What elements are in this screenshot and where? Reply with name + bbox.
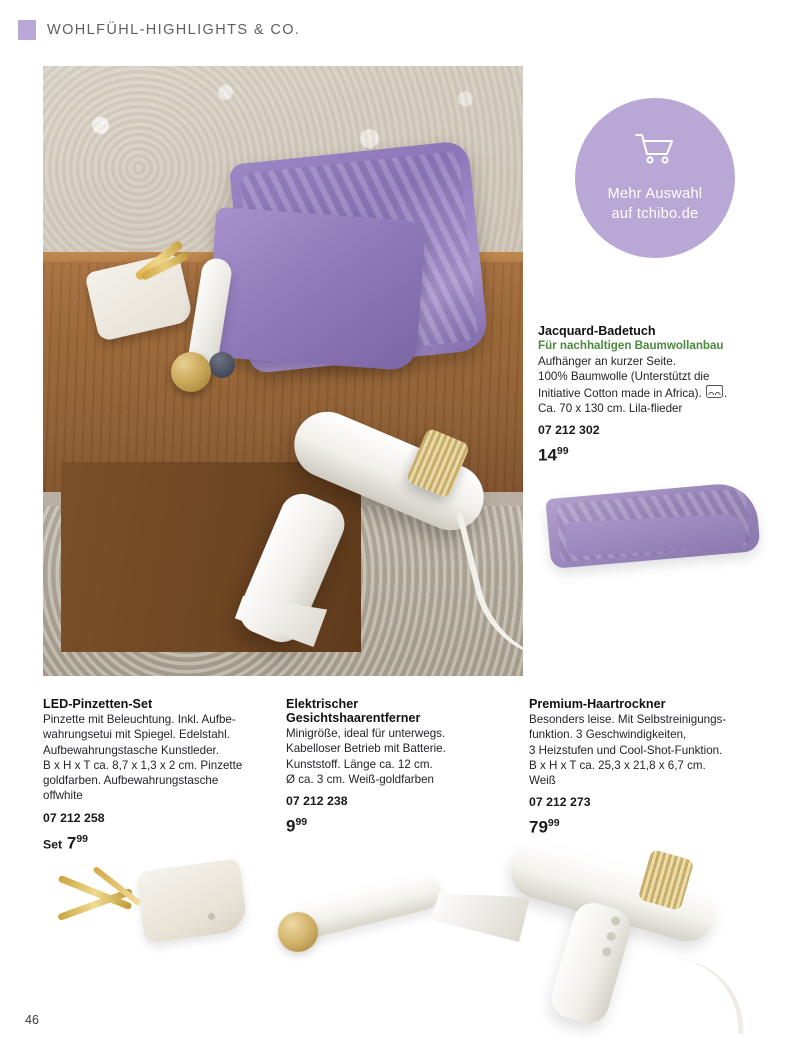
product-desc-line: Minigröße, ideal für unterwegs. bbox=[286, 727, 446, 740]
product-photo-tweezers bbox=[40, 845, 260, 965]
product-desc-line: funktion. 3 Geschwindigkeiten, bbox=[529, 728, 687, 742]
product-code: 07 212 273 bbox=[529, 795, 591, 810]
product-premium-haartrockner bbox=[529, 697, 744, 853]
product-desc-line: Kunststoff. Länge ca. 12 cm. bbox=[286, 757, 433, 771]
page-number: 46 bbox=[25, 1013, 39, 1027]
product-desc-line: Initiative Cotton made in Africa). bbox=[538, 386, 702, 400]
product-desc-line: B x H x T ca. 25,3 x 21,8 x 6,7 cm. bbox=[529, 758, 706, 772]
badge-line-2: auf tchibo.de bbox=[611, 205, 699, 222]
header-mark-icon bbox=[18, 20, 36, 40]
page-header bbox=[18, 20, 300, 40]
product-desc-line: B x H x T ca. 8,7 x 1,3 x 2 cm. Pinzette bbox=[43, 758, 243, 772]
product-eco-note: Für nachhaltigen Baumwollanbau bbox=[538, 339, 724, 352]
product-price-main: 79 bbox=[529, 818, 548, 838]
product-price-cents: 99 bbox=[547, 817, 560, 830]
product-desc-line: Pinzette mit Beleuchtung. Inkl. Aufbe- bbox=[43, 713, 236, 726]
product-title-line-2: Gesichtshaarentferner bbox=[286, 711, 421, 725]
product-desc-line: Ø ca. 3 cm. Weiß-goldfarben bbox=[286, 772, 434, 786]
product-desc-line: Besonders leise. Mit Selbstreinigungs- bbox=[529, 713, 727, 726]
hairdryer-cord-shape bbox=[623, 954, 743, 1042]
product-elektrischer-gesichtshaarentferner bbox=[286, 697, 501, 853]
product-price-main: 14 bbox=[538, 445, 557, 465]
tweezer-pouch-shape bbox=[135, 858, 248, 944]
product-code: 07 212 238 bbox=[286, 794, 348, 809]
product-desc-line: wahrungsetui mit Spiegel. Edelstahl. bbox=[43, 728, 230, 742]
product-desc-line: goldfarben. Aufbewahrungstasche bbox=[43, 774, 219, 788]
photo-towel-lower bbox=[206, 207, 426, 371]
product-desc-line: 100% Baumwolle (Unterstützt die bbox=[538, 370, 710, 384]
page-title: WOHLFÜHL-HIGHLIGHTS & CO. bbox=[47, 22, 301, 38]
product-price-prefix: Set bbox=[43, 837, 63, 852]
hero-product-photo bbox=[43, 66, 523, 676]
product-price bbox=[286, 816, 501, 837]
product-desc-line: 3 Heizstufen und Cool-Shot-Funktion. bbox=[529, 743, 723, 757]
product-price-main: 9 bbox=[286, 816, 296, 836]
product-code: 07 212 302 bbox=[538, 423, 600, 438]
photo-gold-ball bbox=[171, 352, 211, 392]
product-price-cents: 99 bbox=[76, 832, 89, 845]
product-title: Jacquard-Badetuch bbox=[538, 324, 656, 338]
product-desc-line: Kabelloser Betrieb mit Batterie. bbox=[286, 742, 446, 756]
product-price-cents: 99 bbox=[556, 445, 569, 458]
product-jacquard-badetuch: Jacquard-Badetuch Für nachhaltigen Baumwollanbau Aufhänger an kurzer Seite. 100% Baumwolle (Unterstützt die Initiative Cotton made in Africa). . Ca. 70 x 130 cm. Lila-flieder 07 212 302 $14^{99}$ bbox=[538, 324, 770, 466]
product-price-cents: 99 bbox=[295, 816, 308, 829]
product-title: Premium-Haartrockner bbox=[529, 697, 666, 711]
washing-care-icon bbox=[706, 385, 723, 398]
product-desc-line: Weiß bbox=[529, 774, 556, 788]
product-columns bbox=[43, 697, 757, 853]
product-price bbox=[538, 445, 770, 466]
shopping-cart-icon bbox=[634, 132, 676, 171]
badge-line-1: Mehr Auswahl bbox=[607, 185, 703, 202]
product-desc-line: Aufhänger an kurzer Seite. bbox=[538, 355, 676, 368]
product-code: 07 212 258 bbox=[43, 810, 105, 825]
product-photo-hairdryer bbox=[430, 838, 760, 1028]
product-led-pinzetten-set bbox=[43, 697, 258, 853]
more-choice-badge[interactable] bbox=[575, 98, 735, 258]
product-price-main: 7 bbox=[66, 833, 77, 853]
tweezer-pouch-dot bbox=[208, 913, 215, 920]
product-desc-line: offwhite bbox=[43, 789, 83, 803]
product-desc-line: Aufbewahrungstasche Kunstleder. bbox=[43, 743, 219, 757]
remover-head-shape bbox=[278, 912, 318, 952]
product-desc-line: Ca. 70 x 130 cm. Lila-flieder bbox=[538, 401, 683, 415]
product-title: Elektrischer bbox=[286, 697, 359, 711]
product-title: LED-Pinzetten-Set bbox=[43, 697, 153, 711]
product-photo-towel bbox=[540, 470, 770, 590]
product-price bbox=[529, 817, 744, 838]
